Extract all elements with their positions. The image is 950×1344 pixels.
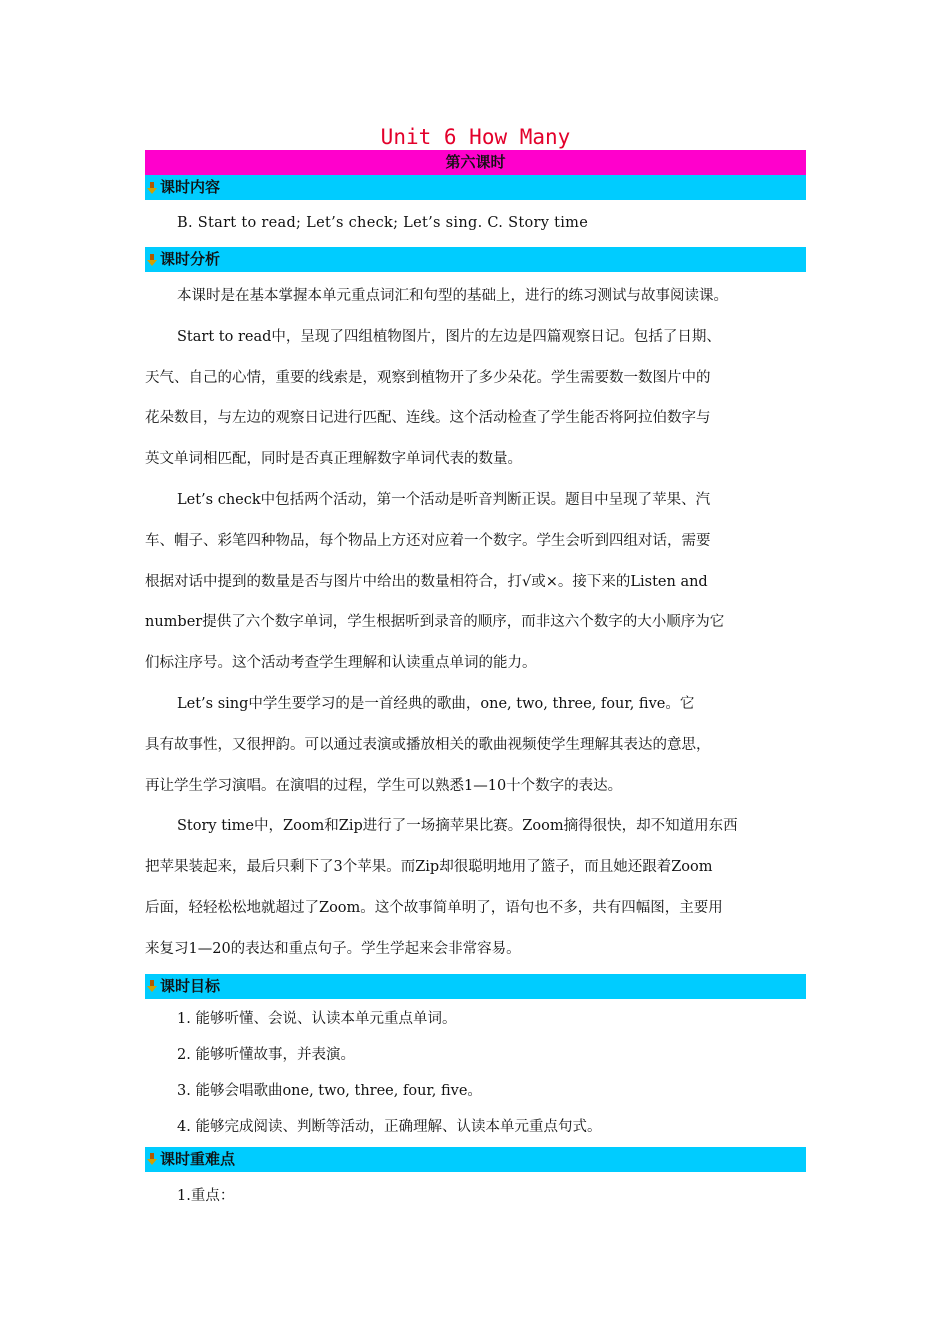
section-heading: 课时目标 <box>160 976 221 995</box>
section-header-key-points <box>145 1147 806 1172</box>
arrow-bullet-icon <box>145 979 159 993</box>
section-heading: 课时分析 <box>160 250 221 268</box>
paragraph-line: 根据对话中提到的数量是否与图片中给出的数量相符合，打√或×。接下来的Listen and <box>145 573 708 590</box>
arrow-bullet-icon <box>145 181 159 195</box>
arrow-bullet-icon <box>145 253 159 267</box>
paragraph-line: 们标注序号。这个活动考查学生理解和认读重点单词的能力。 <box>145 655 537 672</box>
paragraph-line: 后面，轻轻松松地就超过了Zoom。这个故事简单明了，语句也不多，共有四幅图，主要用 <box>145 899 723 916</box>
paragraph-line: Start to read中，呈现了四组植物图片，图片的左边是四篇观察日记。包括了日期、 <box>177 328 721 345</box>
paragraph-line: 来复习1—20的表达和重点句子。学生学起来会非常容易。 <box>145 940 521 957</box>
paragraph-line: number提供了六个数字单词，学生根据听到录音的顺序，而非这六个数字的大小顺序为它 <box>145 614 725 631</box>
paragraph-line: 英文单词相匹配，同时是否真正理解数字单词代表的数量。 <box>145 451 522 468</box>
paragraph-line: 本课时是在基本掌握本单元重点词汇和句型的基础上，进行的练习测试与故事阅读课。 <box>177 288 728 304</box>
section-header-goals <box>145 974 806 999</box>
key-point-item: 1.重点： <box>177 1187 235 1204</box>
paragraph-line: Let’s check中包括两个活动，第一个活动是听音判断正误。题目中呈现了苹果、汽 <box>177 491 711 508</box>
goal-item: 1. 能够听懂、会说、认读本单元重点单词。 <box>177 1010 457 1027</box>
goals-list <box>145 999 806 1145</box>
paragraph-line: 车、帽子、彩笔四种物品，每个物品上方还对应着一个数字。学生会听到四组对话，需要 <box>145 532 711 549</box>
lesson-banner: 第六课时 <box>145 150 806 175</box>
goal-item: 4. 能够完成阅读、判断等活动，正确理解、认读本单元重点句式。 <box>177 1118 602 1135</box>
paragraph-line: Let’s sing中学生要学习的是一首经典的歌曲，one, two, three, four, five。它 <box>177 695 695 712</box>
section-header-analysis <box>145 247 806 272</box>
paragraph-line: 花朵数目，与左边的观察日记进行匹配、连线。这个活动检查了学生能否将阿拉伯数字与 <box>145 410 711 427</box>
section-heading: 课时内容 <box>160 178 221 196</box>
analysis-body <box>145 272 806 970</box>
lesson-content-text: B. Start to read; Let’s check; Let’s sing. C. Story time <box>177 215 589 231</box>
paragraph-line: 具有故事性，又很押韵。可以通过表演或播放相关的歌曲视频使学生理解其表达的意思， <box>145 736 711 753</box>
goal-item: 2. 能够听懂故事，并表演。 <box>177 1046 355 1063</box>
paragraph-line: Story time中，Zoom和Zip进行了一场摘苹果比赛。Zoom摘得很快，却不知道用东西 <box>177 818 738 835</box>
goal-item: 3. 能够会唱歌曲one, two, three, four, five。 <box>177 1082 482 1099</box>
section-heading: 课时重难点 <box>160 1149 236 1168</box>
paragraph-line: 再让学生学习演唱。在演唱的过程，学生可以熟悉1—10十个数字的表达。 <box>145 777 623 794</box>
unit-title: Unit 6 How Many <box>380 125 571 149</box>
paragraph-line: 天气、自己的心情，重要的线索是，观察到植物开了多少朵花。学生需要数一数图片中的 <box>145 369 711 386</box>
paragraph-line: 把苹果装起来，最后只剩下了3个苹果。而Zip却很聪明地用了篮子，而且她还跟着Zoom <box>145 859 713 876</box>
document-page <box>145 120 806 1220</box>
arrow-bullet-icon <box>145 1152 159 1166</box>
section-header-content <box>145 175 806 200</box>
